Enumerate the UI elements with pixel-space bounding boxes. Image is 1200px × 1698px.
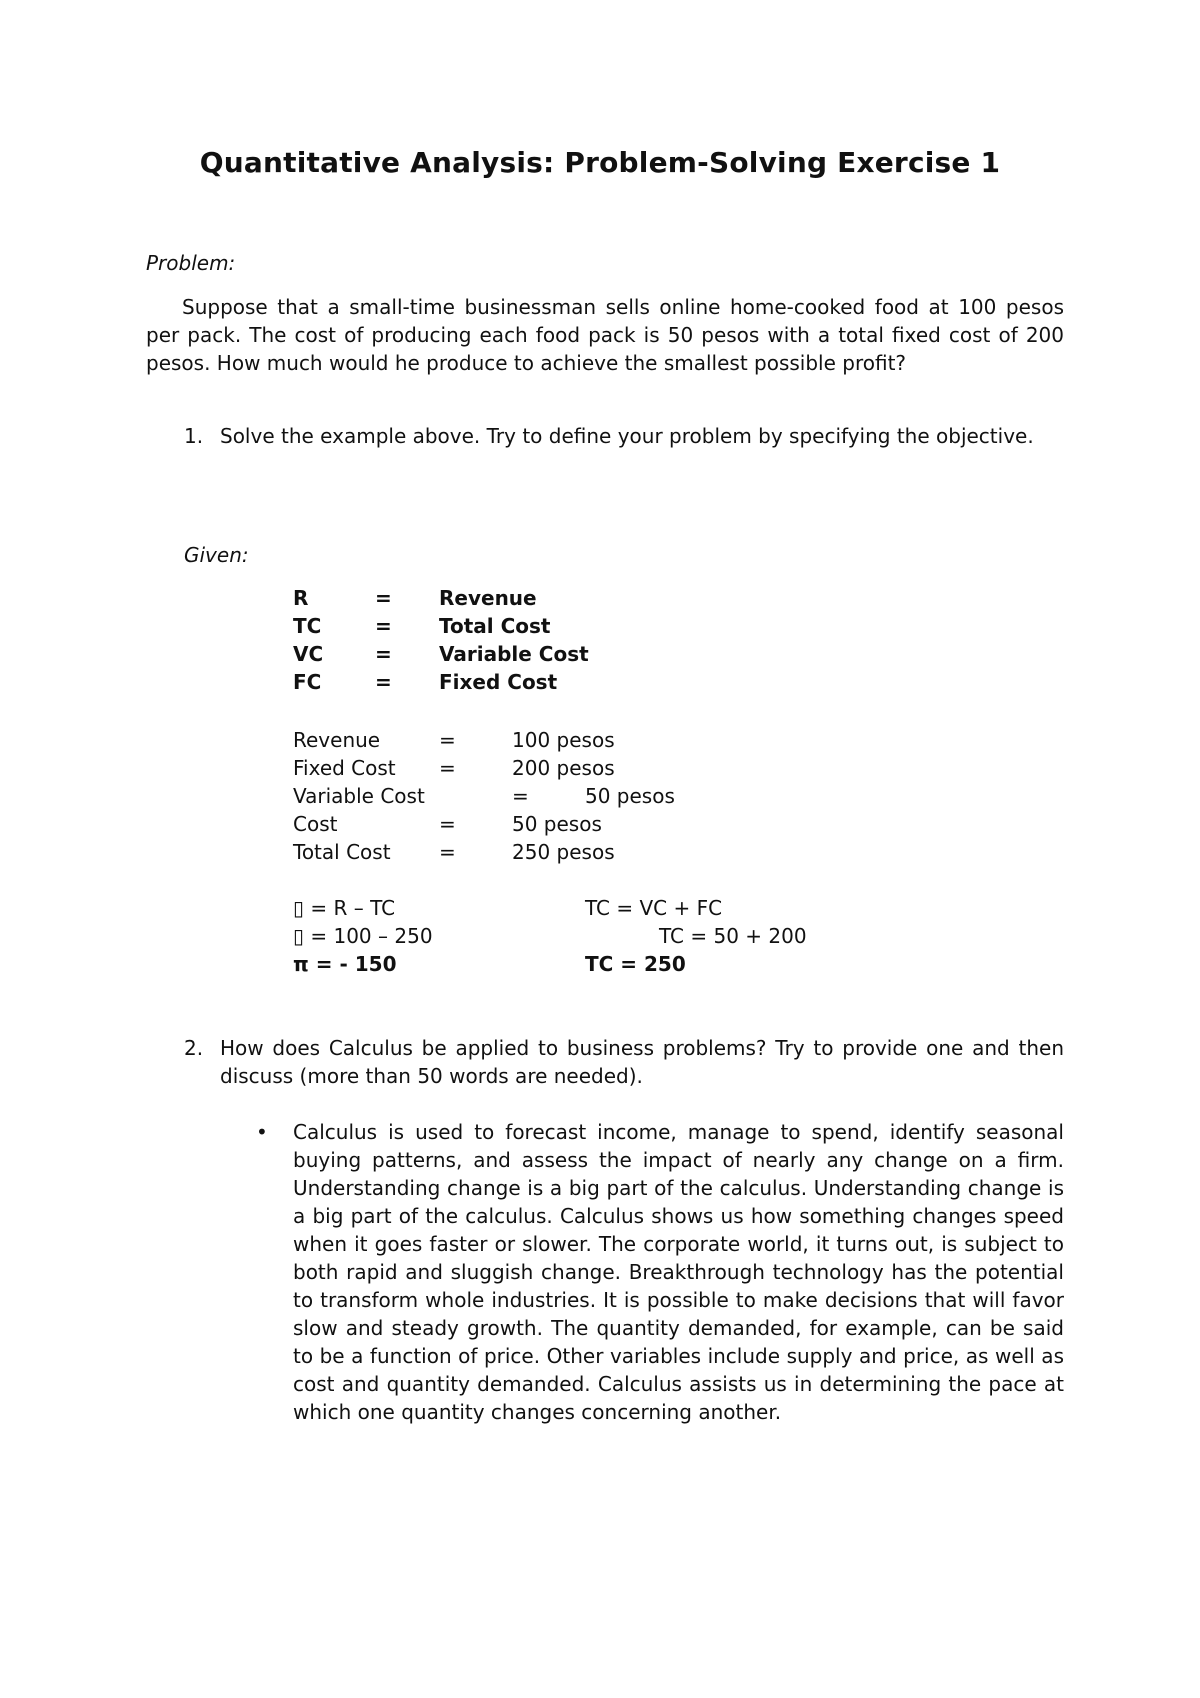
definition-equals: = [375, 670, 392, 694]
answer-text: Calculus is used to forecast income, manage to spend, identify seasonal buying patterns, and assess the impact of nearly any change on a firm. Understanding change is a big part of the calculus. Understanding change is a big part of the calculus. Calculus shows us how something changes speed when it goes faster or slower. The corporate world, it turns out, is subject to both rapid and sluggish change. Breakthrough technology has the potential to transform whole industries. It is possible to make decisions that will favor slow and steady growth. The quantity demanded, for example, can be said to be a function of price. Other variables include supply and price, as well as cost and quantity demanded. Calculus assists us in determining the pace at which one quantity changes concerning another. [293, 1120, 1064, 1424]
definitions-table [293, 584, 793, 696]
definition-meaning: Total Cost [439, 614, 551, 638]
question-2-text: How does Calculus be applied to business problems? Try to provide one and then discuss (more than 50 words are needed). [220, 1036, 1064, 1088]
answer-paragraph [293, 1118, 1064, 1426]
equation-row [293, 894, 893, 922]
total-cost-equation: TC = VC + FC [585, 896, 723, 920]
value-amount: 50 pesos [585, 784, 675, 808]
value-row [293, 726, 893, 754]
definition-equals: = [375, 642, 392, 666]
value-name: Cost [293, 812, 338, 836]
problem-text: Suppose that a small-time businessman sells online home-cooked food at 100 pesos per pack. The cost of producing each food pack is 50 pesos with a total fixed cost of 200 pesos. How much would he produce to achieve the smallest possible profit? [146, 295, 1064, 375]
definition-equals: = [375, 614, 392, 638]
value-row [293, 838, 893, 866]
value-equals: = [439, 840, 456, 864]
value-row [293, 810, 893, 838]
given-label: Given: [184, 543, 249, 567]
value-row [293, 782, 893, 810]
equation-row [293, 922, 893, 950]
value-equals: = [439, 728, 456, 752]
value-name: Variable Cost [293, 784, 425, 808]
total-cost-substitution: TC = 50 + 200 [659, 924, 807, 948]
equations-block [293, 894, 893, 978]
problem-label: Problem: [146, 251, 236, 275]
bullet-icon: • [256, 1120, 268, 1144]
value-amount: 100 pesos [512, 728, 615, 752]
value-name: Revenue [293, 728, 381, 752]
value-amount: 250 pesos [512, 840, 615, 864]
definition-symbol: R [293, 586, 309, 610]
value-row [293, 754, 893, 782]
definition-row [293, 584, 793, 612]
value-name: Fixed Cost [293, 756, 396, 780]
value-equals: = [439, 756, 456, 780]
definition-meaning: Variable Cost [439, 642, 589, 666]
value-amount: 200 pesos [512, 756, 615, 780]
profit-equation: ▯ = R – TC [293, 896, 396, 920]
question-2-number: 2. [184, 1036, 204, 1060]
definition-meaning: Fixed Cost [439, 670, 558, 694]
question-1-text: Solve the example above. Try to define your problem by specifying the objective. [220, 424, 1034, 448]
value-amount: 50 pesos [512, 812, 602, 836]
value-equals: = [512, 784, 529, 808]
value-name: Total Cost [293, 840, 391, 864]
question-1 [220, 422, 1064, 450]
definition-row [293, 612, 793, 640]
definition-meaning: Revenue [439, 586, 537, 610]
equation-row [293, 950, 893, 978]
question-2 [220, 1034, 1064, 1090]
value-equals: = [439, 812, 456, 836]
profit-substitution: ▯ = 100 – 250 [293, 924, 433, 948]
definition-equals: = [375, 586, 392, 610]
problem-paragraph [146, 293, 1064, 377]
question-1-number: 1. [184, 424, 204, 448]
page-title: Quantitative Analysis: Problem-Solving Exercise 1 [199, 146, 1001, 179]
definition-symbol: VC [293, 642, 324, 666]
values-table [293, 726, 893, 866]
definition-row [293, 640, 793, 668]
total-cost-result: TC = 250 [585, 952, 686, 976]
definition-symbol: TC [293, 614, 322, 638]
profit-result: π = - 150 [293, 952, 397, 976]
definition-row [293, 668, 793, 696]
definition-symbol: FC [293, 670, 322, 694]
